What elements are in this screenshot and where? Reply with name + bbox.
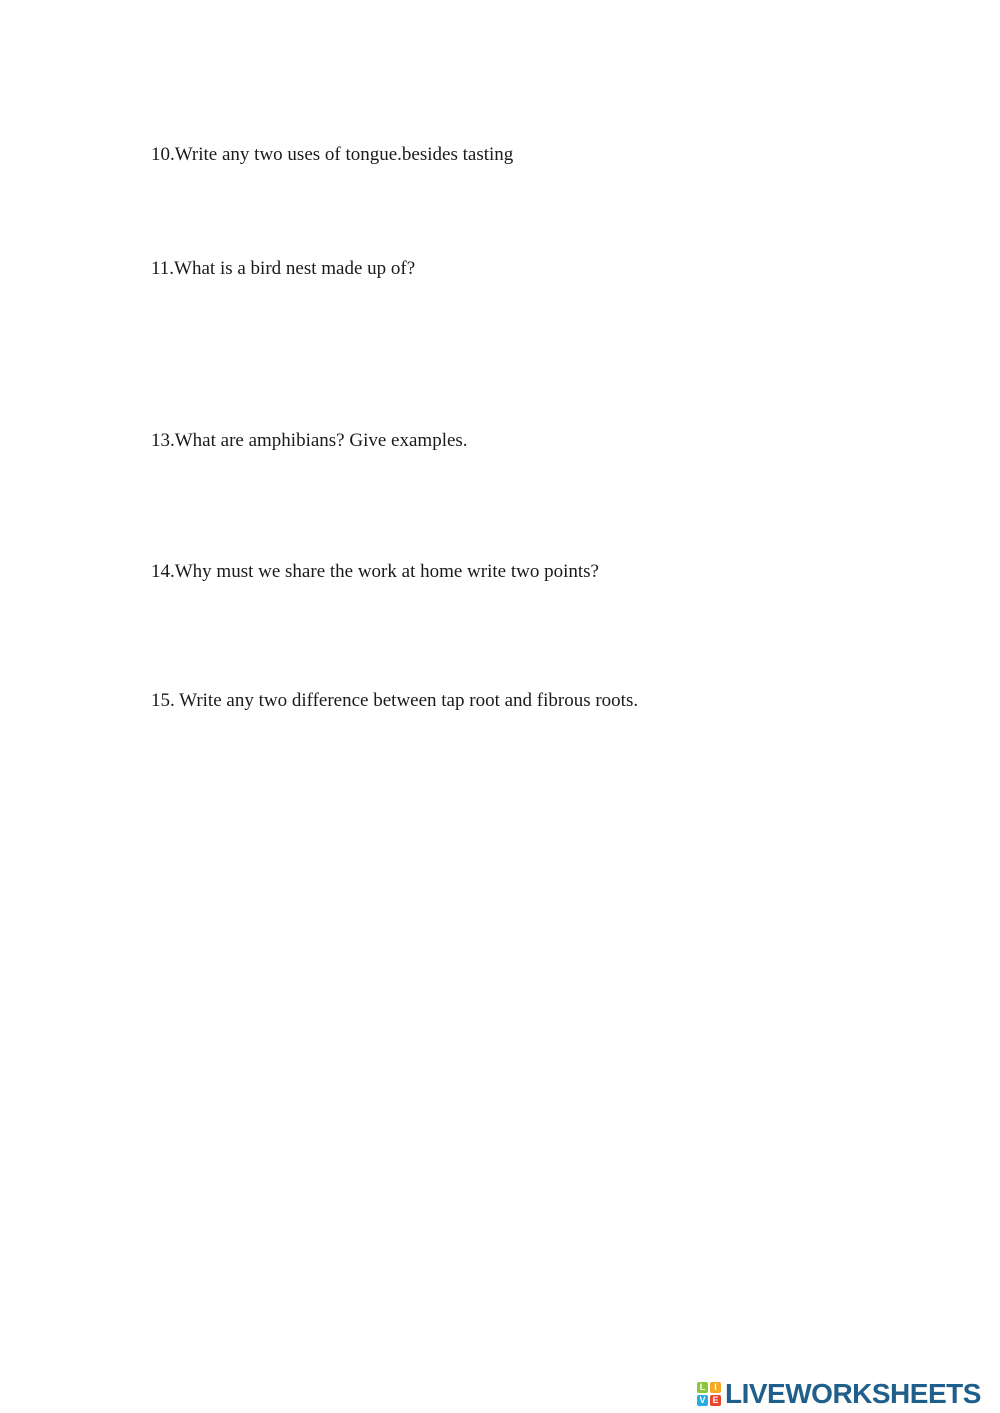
logo-cell: V	[697, 1395, 708, 1406]
watermark-text: LIVEWORKSHEETS	[725, 1378, 981, 1409]
logo-cell: E	[710, 1395, 721, 1406]
question-11: 11.What is a bird nest made up of?	[151, 258, 416, 279]
question-15: 15. Write any two difference between tap root and fibrous roots.	[151, 690, 639, 711]
question-10: 10.Write any two uses of tongue.besides tasting	[151, 144, 514, 165]
logo-cell: L	[697, 1382, 708, 1393]
liveworksheets-logo-icon	[697, 1382, 721, 1406]
question-14: 14.Why must we share the work at home write two points?	[151, 561, 599, 582]
liveworksheets-watermark	[697, 1378, 981, 1410]
logo-cell: I	[710, 1382, 721, 1393]
question-13: 13.What are amphibians? Give examples.	[151, 430, 468, 451]
